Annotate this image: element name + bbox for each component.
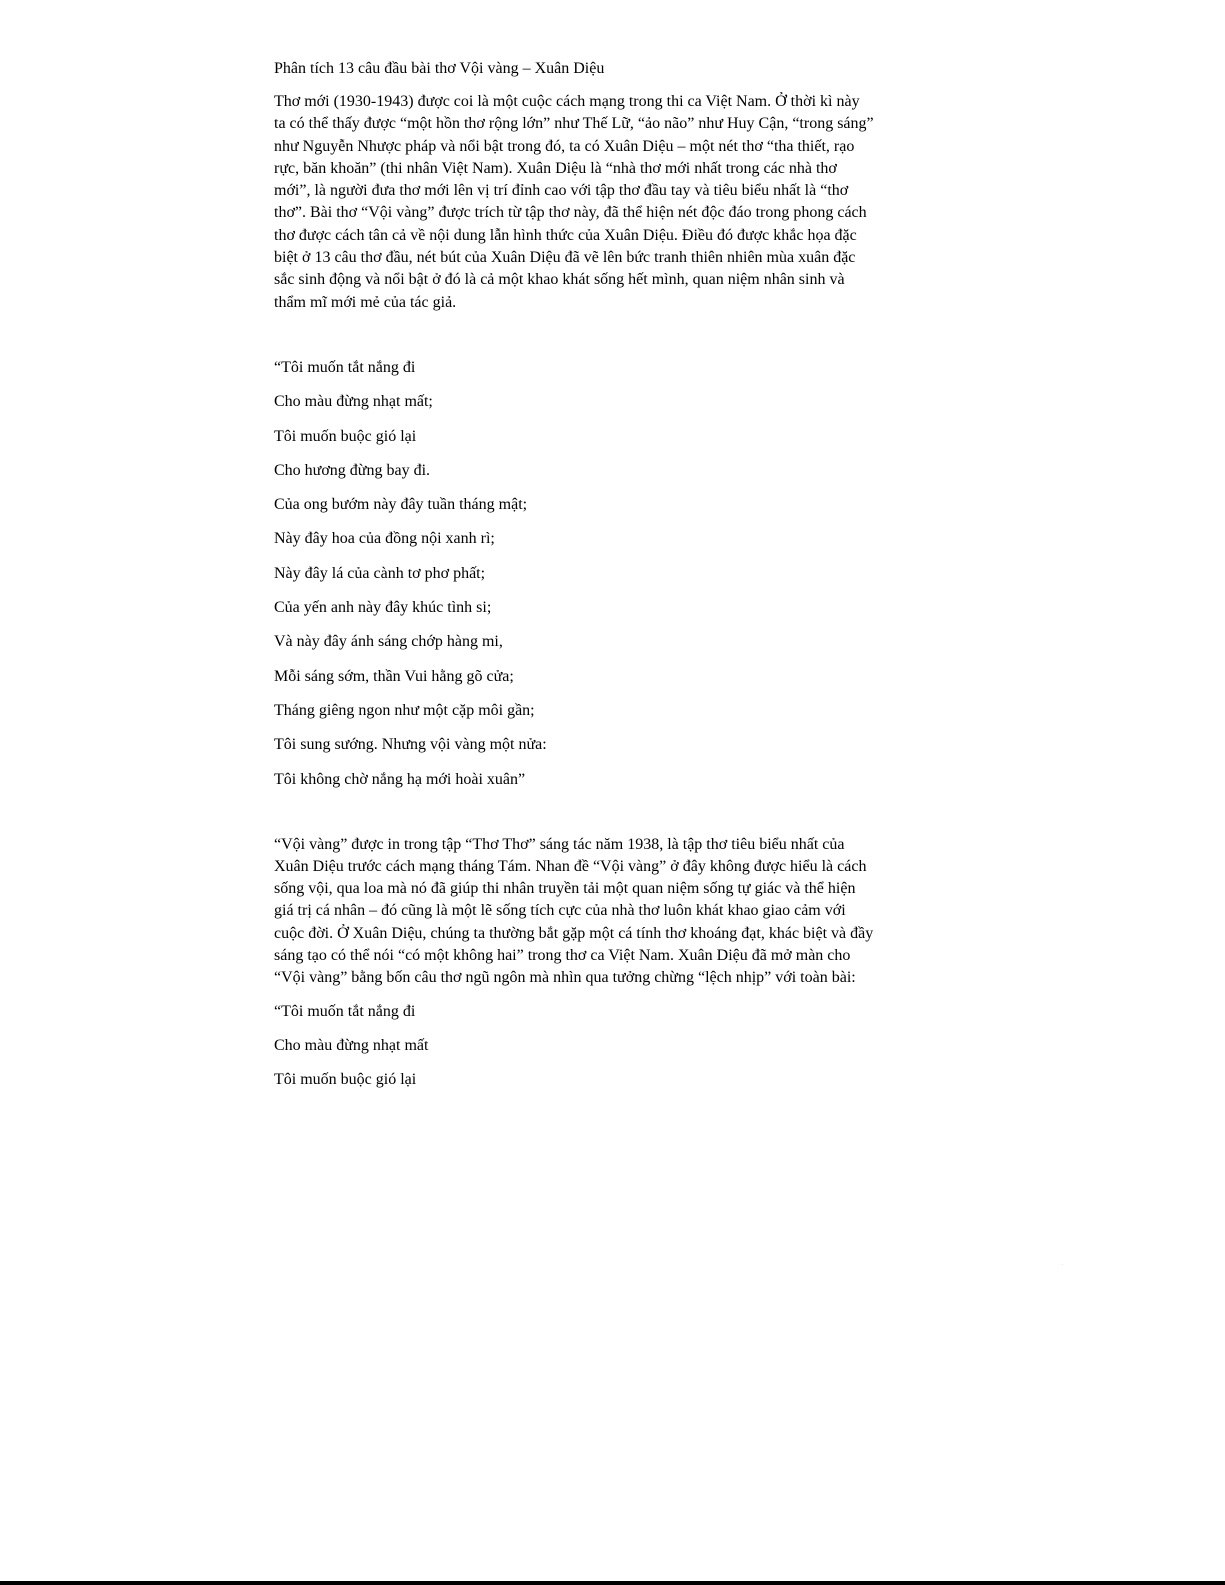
analysis-paragraph: “Vội vàng” được in trong tập “Thơ Thơ” sáng tác năm 1938, là tập thơ tiêu biểu nhất của Xuân Diệu trước cách mạng tháng Tám. Nhan đề “Vội vàng” ở đây không được hiểu là cách sống vội, qua loa mà nó đã giúp thi nhân truyền tải một quan niệm sống tự giác và thể hiện giá trị cá nhân – đó cũng là một lẽ sống tích cực của nhà thơ luôn khát khao giao cảm với cuộc đời. Ở Xuân Diệu, chúng ta thường bắt gặp một cá tính thơ khoáng đạt, khác biệt và đầy sáng tạo có thể nói “có một không hai” trong thơ ca Việt Nam. Xuân Diệu đã mở màn cho “Vội vàng” bằng bốn câu thơ ngũ ngôn mà nhìn qua tưởng chừng “lệch nhịp” với toàn bài: [274,835,874,987]
poem-line: Tôi sung sướng. Nhưng vội vàng một nửa: [274,736,547,754]
scan-speck [1062,1264,1063,1265]
poem-line: “Tôi muốn tắt nắng đi [274,358,416,376]
poem-line: Này đây lá của cành tơ phơ phất; [274,564,486,582]
poem-line: Tôi muốn buộc gió lại [274,427,417,445]
poem-line: Này đây hoa của đồng nội xanh rì; [274,530,495,548]
page-bottom-border [0,1581,1225,1585]
document-title: Phân tích 13 câu đầu bài thơ Vội vàng – Xuân Diệu [274,60,605,77]
poem-line: Tôi không chờ nắng hạ mới hoài xuân” [274,770,526,788]
poem-line: Của ong bướm này đây tuần tháng mật; [274,496,528,514]
document-page [274,58,954,1104]
poem-line: Và này đây ánh sáng chớp hàng mi, [274,633,503,651]
intro-paragraph: Thơ mới (1930-1943) được coi là một cuộc cách mạng trong thi ca Việt Nam. Ở thời kì này ta có thể thấy được “một hồn thơ rộng lớn” như Thế Lữ, “ảo não” như Huy Cận, “trong sáng” như Nguyễn Nhược pháp và nổi bật trong đó, ta có Xuân Diệu – một nét thơ “tha thiết, rạo rực, băn khoăn” (thi nhân Việt Nam). Xuân Diệu là “nhà thơ mới nhất trong các nhà thơ mới”, là người đưa thơ mới lên vị trí đỉnh cao với tập thơ đầu tay và tiêu biểu nhất là “thơ thơ”. Bài thơ “Vội vàng” được trích từ tập thơ này, đã thể hiện nét độc đáo trong phong cách thơ được cách tân cả về nội dung lẫn hình thức của Xuân Diệu. Điều đó được khắc họa đặc biệt ở 13 câu thơ đầu, nét bút của Xuân Diệu đã vẽ lên bức tranh thiên nhiên mùa xuân đặc sắc sinh động và nổi bật ở đó là cả một khao khát sống hết mình, quan niệm nhân sinh và thẩm mĩ mới mẻ của tác giả. [274,93,874,311]
quoted-line: Tôi muốn buộc gió lại [274,1071,417,1089]
quoted-stanza [274,1001,954,1092]
poem-line: Của yến anh này đây khúc tình si; [274,599,492,617]
poem-line: Cho hương đừng bay đi. [274,461,431,479]
poem-line: Mỗi sáng sớm, thần Vui hằng gõ cửa; [274,667,514,685]
quoted-line: “Tôi muốn tắt nắng đi [274,1002,416,1020]
quoted-line: Cho màu đừng nhạt mất [274,1036,429,1054]
poem-line: Tháng giêng ngon như một cặp môi gần; [274,701,535,719]
poem-excerpt [274,357,954,791]
poem-line: Cho màu đừng nhạt mất; [274,393,433,411]
